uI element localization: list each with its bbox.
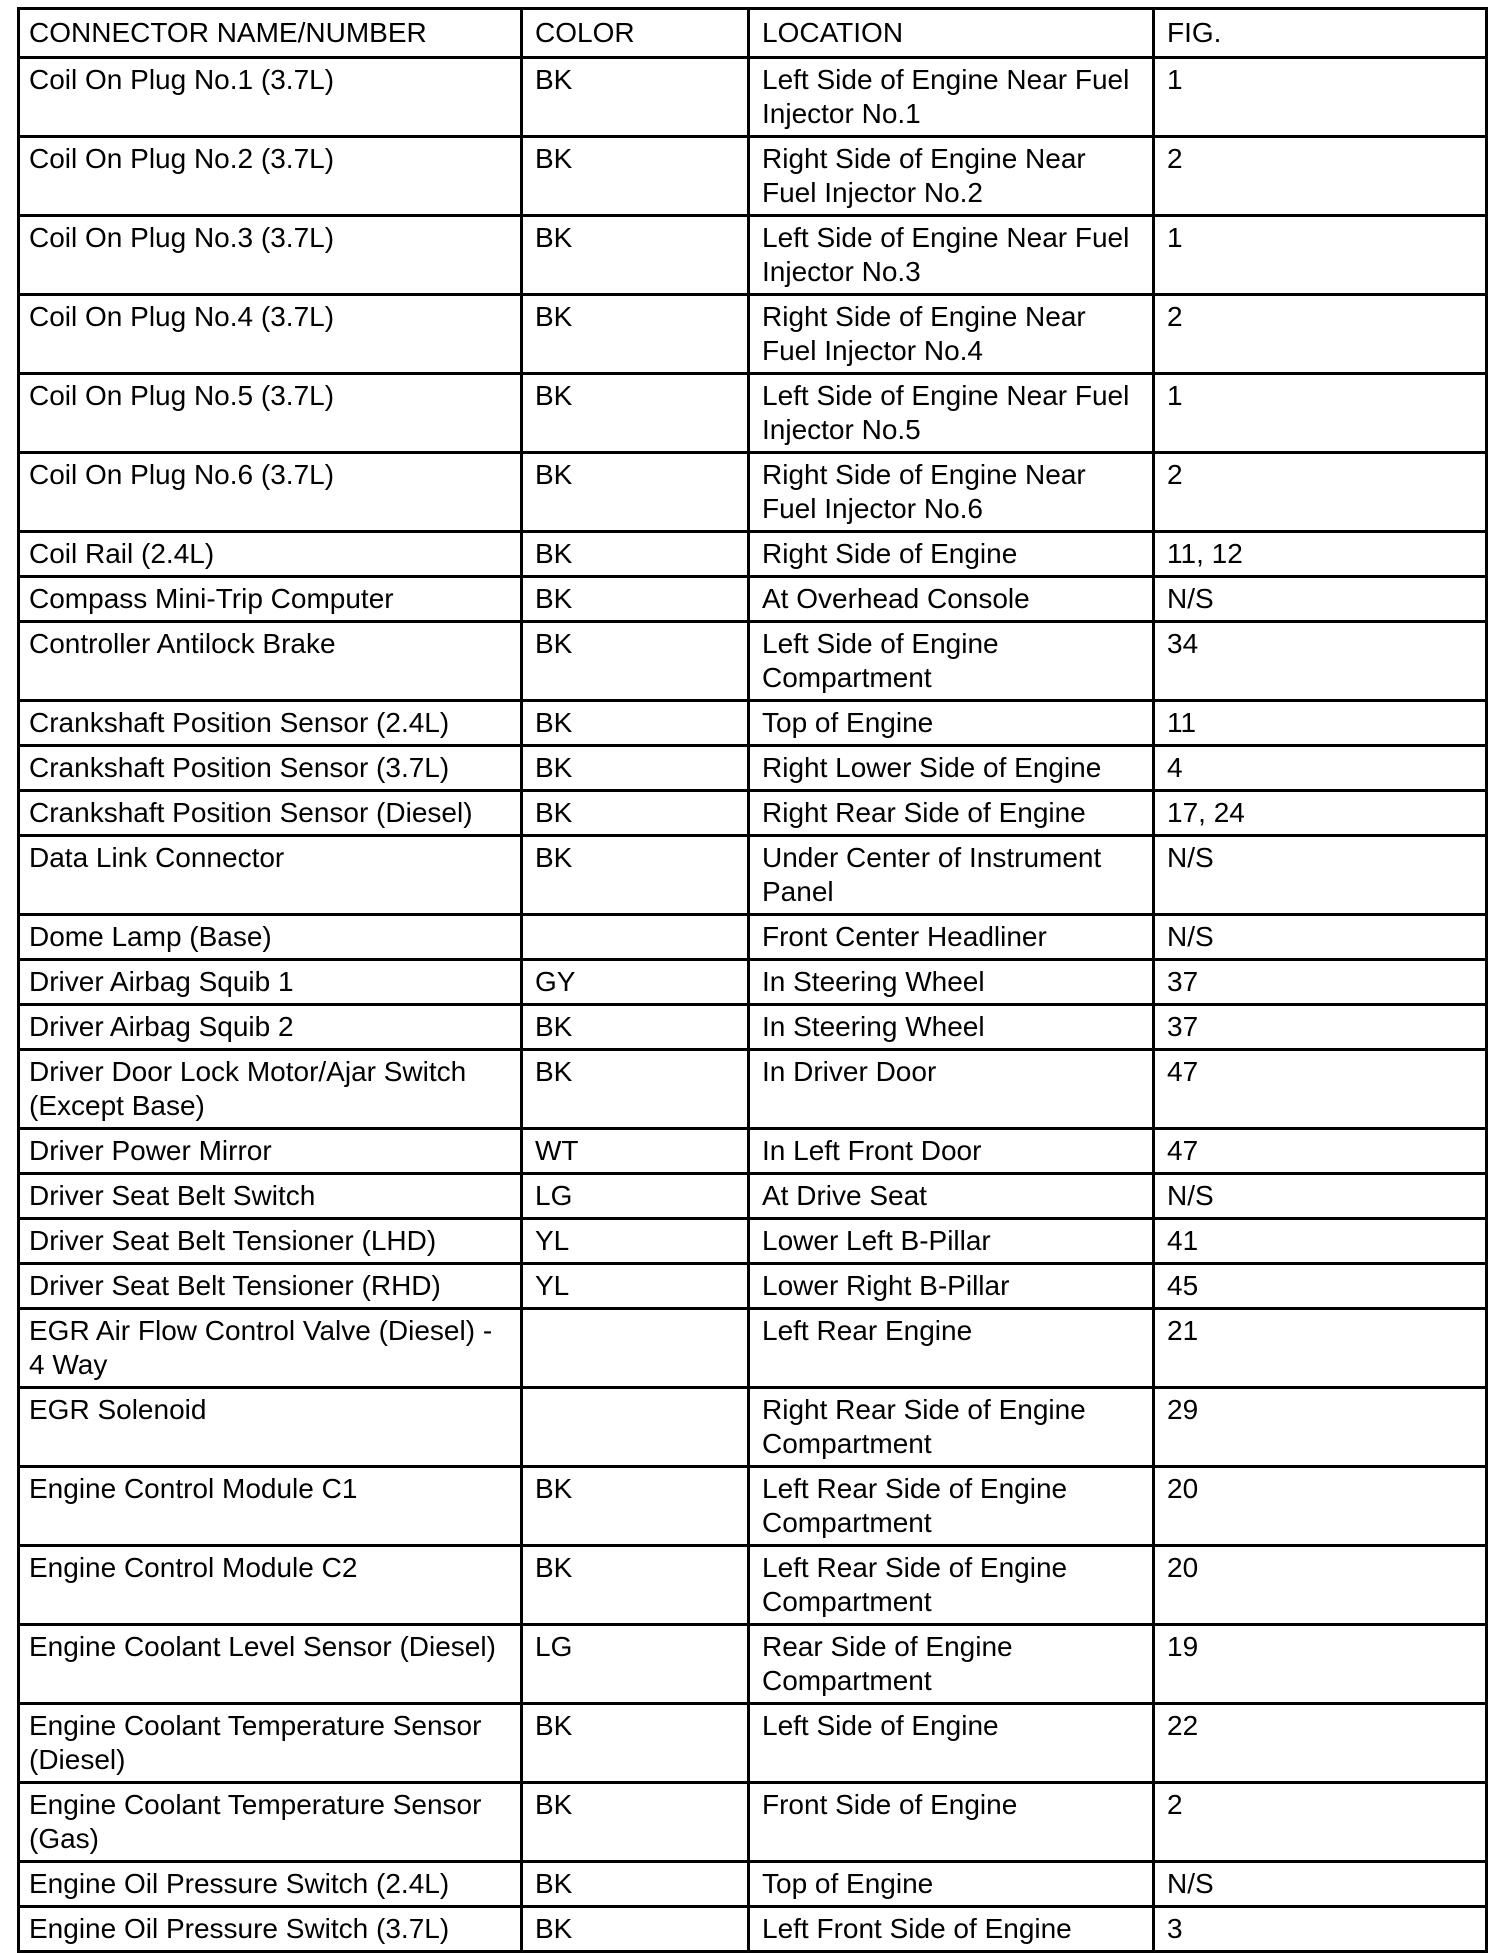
- color-cell: [522, 915, 749, 960]
- table-row: [19, 1467, 1487, 1546]
- table-row: [19, 1129, 1487, 1174]
- fig-cell: N/S: [1154, 1174, 1487, 1219]
- table-row: [19, 1625, 1487, 1704]
- table-row: [19, 216, 1487, 295]
- color-cell: BK: [522, 532, 749, 577]
- fig-cell: 37: [1154, 1005, 1487, 1050]
- fig-cell: 3: [1154, 1907, 1487, 1952]
- fig-cell: 19: [1154, 1625, 1487, 1704]
- table-row: [19, 58, 1487, 137]
- connector-cell: Engine Oil Pressure Switch (3.7L): [19, 1907, 522, 1952]
- connector-cell: Driver Power Mirror: [19, 1129, 522, 1174]
- color-cell: BK: [522, 1005, 749, 1050]
- fig-cell: 47: [1154, 1129, 1487, 1174]
- header-row: [19, 9, 1487, 58]
- table-row: [19, 374, 1487, 453]
- connector-cell: Coil Rail (2.4L): [19, 532, 522, 577]
- location-cell: Left Rear Side of Engine Compartment: [749, 1467, 1154, 1546]
- fig-cell: 2: [1154, 295, 1487, 374]
- fig-cell: 2: [1154, 453, 1487, 532]
- fig-cell: 1: [1154, 216, 1487, 295]
- fig-cell: 1: [1154, 58, 1487, 137]
- location-cell: Right Lower Side of Engine: [749, 746, 1154, 791]
- location-cell: Left Side of Engine Compartment: [749, 622, 1154, 701]
- fig-cell: 21: [1154, 1309, 1487, 1388]
- color-cell: LG: [522, 1625, 749, 1704]
- color-cell: BK: [522, 1546, 749, 1625]
- table-row: [19, 1388, 1487, 1467]
- table-row: [19, 915, 1487, 960]
- fig-cell: N/S: [1154, 915, 1487, 960]
- color-cell: LG: [522, 1174, 749, 1219]
- table-row: [19, 746, 1487, 791]
- location-cell: Under Center of Instrument Panel: [749, 836, 1154, 915]
- color-cell: BK: [522, 58, 749, 137]
- color-cell: BK: [522, 1783, 749, 1862]
- connector-cell: Crankshaft Position Sensor (2.4L): [19, 701, 522, 746]
- location-cell: Front Side of Engine: [749, 1783, 1154, 1862]
- location-cell: At Drive Seat: [749, 1174, 1154, 1219]
- table-row: [19, 1704, 1487, 1783]
- connector-cell: Driver Airbag Squib 2: [19, 1005, 522, 1050]
- connector-cell: Engine Oil Pressure Switch (2.4L): [19, 1862, 522, 1907]
- location-cell: Right Side of Engine Near Fuel Injector No.4: [749, 295, 1154, 374]
- fig-cell: 1: [1154, 374, 1487, 453]
- location-cell: Left Side of Engine Near Fuel Injector No.3: [749, 216, 1154, 295]
- table-row: [19, 791, 1487, 836]
- location-cell: Left Front Side of Engine: [749, 1907, 1154, 1952]
- table-row: [19, 1783, 1487, 1862]
- location-cell: Lower Right B-Pillar: [749, 1264, 1154, 1309]
- table-row: [19, 960, 1487, 1005]
- color-cell: BK: [522, 1862, 749, 1907]
- header-connector: CONNECTOR NAME/NUMBER: [19, 9, 522, 58]
- color-cell: BK: [522, 577, 749, 622]
- connector-cell: Engine Coolant Temperature Sensor (Gas): [19, 1783, 522, 1862]
- location-cell: Top of Engine: [749, 701, 1154, 746]
- connector-cell: Coil On Plug No.4 (3.7L): [19, 295, 522, 374]
- connector-cell: Coil On Plug No.2 (3.7L): [19, 137, 522, 216]
- connector-cell: Coil On Plug No.5 (3.7L): [19, 374, 522, 453]
- connector-table: [17, 7, 1488, 1953]
- color-cell: BK: [522, 1907, 749, 1952]
- color-cell: BK: [522, 1467, 749, 1546]
- header-fig: FIG.: [1154, 9, 1487, 58]
- location-cell: Right Rear Side of Engine: [749, 791, 1154, 836]
- location-cell: Front Center Headliner: [749, 915, 1154, 960]
- table-row: [19, 622, 1487, 701]
- color-cell: BK: [522, 295, 749, 374]
- table-row: [19, 836, 1487, 915]
- color-cell: BK: [522, 1704, 749, 1783]
- location-cell: Lower Left B-Pillar: [749, 1219, 1154, 1264]
- fig-cell: 17, 24: [1154, 791, 1487, 836]
- connector-cell: Driver Seat Belt Tensioner (LHD): [19, 1219, 522, 1264]
- color-cell: BK: [522, 836, 749, 915]
- connector-cell: Engine Control Module C2: [19, 1546, 522, 1625]
- connector-cell: Driver Seat Belt Switch: [19, 1174, 522, 1219]
- connector-cell: Coil On Plug No.1 (3.7L): [19, 58, 522, 137]
- connector-cell: Compass Mini-Trip Computer: [19, 577, 522, 622]
- table-row: [19, 701, 1487, 746]
- table-row: [19, 1219, 1487, 1264]
- color-cell: BK: [522, 137, 749, 216]
- location-cell: Left Side of Engine Near Fuel Injector No.5: [749, 374, 1154, 453]
- fig-cell: N/S: [1154, 577, 1487, 622]
- color-cell: WT: [522, 1129, 749, 1174]
- table-row: [19, 1264, 1487, 1309]
- location-cell: In Steering Wheel: [749, 960, 1154, 1005]
- color-cell: YL: [522, 1264, 749, 1309]
- color-cell: GY: [522, 960, 749, 1005]
- color-cell: BK: [522, 216, 749, 295]
- table-row: [19, 1174, 1487, 1219]
- color-cell: [522, 1309, 749, 1388]
- connector-cell: Engine Coolant Level Sensor (Diesel): [19, 1625, 522, 1704]
- fig-cell: 34: [1154, 622, 1487, 701]
- fig-cell: 41: [1154, 1219, 1487, 1264]
- location-cell: Right Side of Engine: [749, 532, 1154, 577]
- table-row: [19, 453, 1487, 532]
- connector-cell: Driver Seat Belt Tensioner (RHD): [19, 1264, 522, 1309]
- table-row: [19, 1050, 1487, 1129]
- color-cell: BK: [522, 374, 749, 453]
- location-cell: In Left Front Door: [749, 1129, 1154, 1174]
- connector-cell: Dome Lamp (Base): [19, 915, 522, 960]
- location-cell: Top of Engine: [749, 1862, 1154, 1907]
- fig-cell: 47: [1154, 1050, 1487, 1129]
- location-cell: Left Side of Engine: [749, 1704, 1154, 1783]
- connector-cell: EGR Solenoid: [19, 1388, 522, 1467]
- color-cell: [522, 1388, 749, 1467]
- location-cell: Left Side of Engine Near Fuel Injector No.1: [749, 58, 1154, 137]
- connector-cell: Engine Coolant Temperature Sensor (Diesel): [19, 1704, 522, 1783]
- fig-cell: 20: [1154, 1467, 1487, 1546]
- location-cell: Left Rear Side of Engine Compartment: [749, 1546, 1154, 1625]
- location-cell: Right Rear Side of Engine Compartment: [749, 1388, 1154, 1467]
- color-cell: BK: [522, 701, 749, 746]
- fig-cell: N/S: [1154, 1862, 1487, 1907]
- fig-cell: 29: [1154, 1388, 1487, 1467]
- location-cell: In Steering Wheel: [749, 1005, 1154, 1050]
- table-row: [19, 295, 1487, 374]
- table-row: [19, 1862, 1487, 1907]
- table-row: [19, 1546, 1487, 1625]
- location-cell: Rear Side of Engine Compartment: [749, 1625, 1154, 1704]
- connector-cell: Coil On Plug No.6 (3.7L): [19, 453, 522, 532]
- header-location: LOCATION: [749, 9, 1154, 58]
- table-row: [19, 532, 1487, 577]
- fig-cell: 11, 12: [1154, 532, 1487, 577]
- color-cell: BK: [522, 791, 749, 836]
- table-row: [19, 1005, 1487, 1050]
- table-row: [19, 1309, 1487, 1388]
- color-cell: YL: [522, 1219, 749, 1264]
- connector-cell: Engine Control Module C1: [19, 1467, 522, 1546]
- color-cell: BK: [522, 746, 749, 791]
- header-color: COLOR: [522, 9, 749, 58]
- color-cell: BK: [522, 453, 749, 532]
- fig-cell: 22: [1154, 1704, 1487, 1783]
- connector-cell: Crankshaft Position Sensor (3.7L): [19, 746, 522, 791]
- fig-cell: 2: [1154, 137, 1487, 216]
- connector-cell: Driver Door Lock Motor/Ajar Switch (Except Base): [19, 1050, 522, 1129]
- table-row: [19, 137, 1487, 216]
- fig-cell: 4: [1154, 746, 1487, 791]
- fig-cell: 2: [1154, 1783, 1487, 1862]
- location-cell: Right Side of Engine Near Fuel Injector No.2: [749, 137, 1154, 216]
- fig-cell: 37: [1154, 960, 1487, 1005]
- fig-cell: 45: [1154, 1264, 1487, 1309]
- location-cell: In Driver Door: [749, 1050, 1154, 1129]
- connector-cell: EGR Air Flow Control Valve (Diesel) - 4 Way: [19, 1309, 522, 1388]
- connector-cell: Data Link Connector: [19, 836, 522, 915]
- connector-cell: Controller Antilock Brake: [19, 622, 522, 701]
- fig-cell: N/S: [1154, 836, 1487, 915]
- table-row: [19, 577, 1487, 622]
- location-cell: Left Rear Engine: [749, 1309, 1154, 1388]
- color-cell: BK: [522, 1050, 749, 1129]
- fig-cell: 11: [1154, 701, 1487, 746]
- color-cell: BK: [522, 622, 749, 701]
- connector-cell: Crankshaft Position Sensor (Diesel): [19, 791, 522, 836]
- table-row: [19, 1907, 1487, 1952]
- location-cell: At Overhead Console: [749, 577, 1154, 622]
- connector-cell: Driver Airbag Squib 1: [19, 960, 522, 1005]
- fig-cell: 20: [1154, 1546, 1487, 1625]
- location-cell: Right Side of Engine Near Fuel Injector No.6: [749, 453, 1154, 532]
- connector-cell: Coil On Plug No.3 (3.7L): [19, 216, 522, 295]
